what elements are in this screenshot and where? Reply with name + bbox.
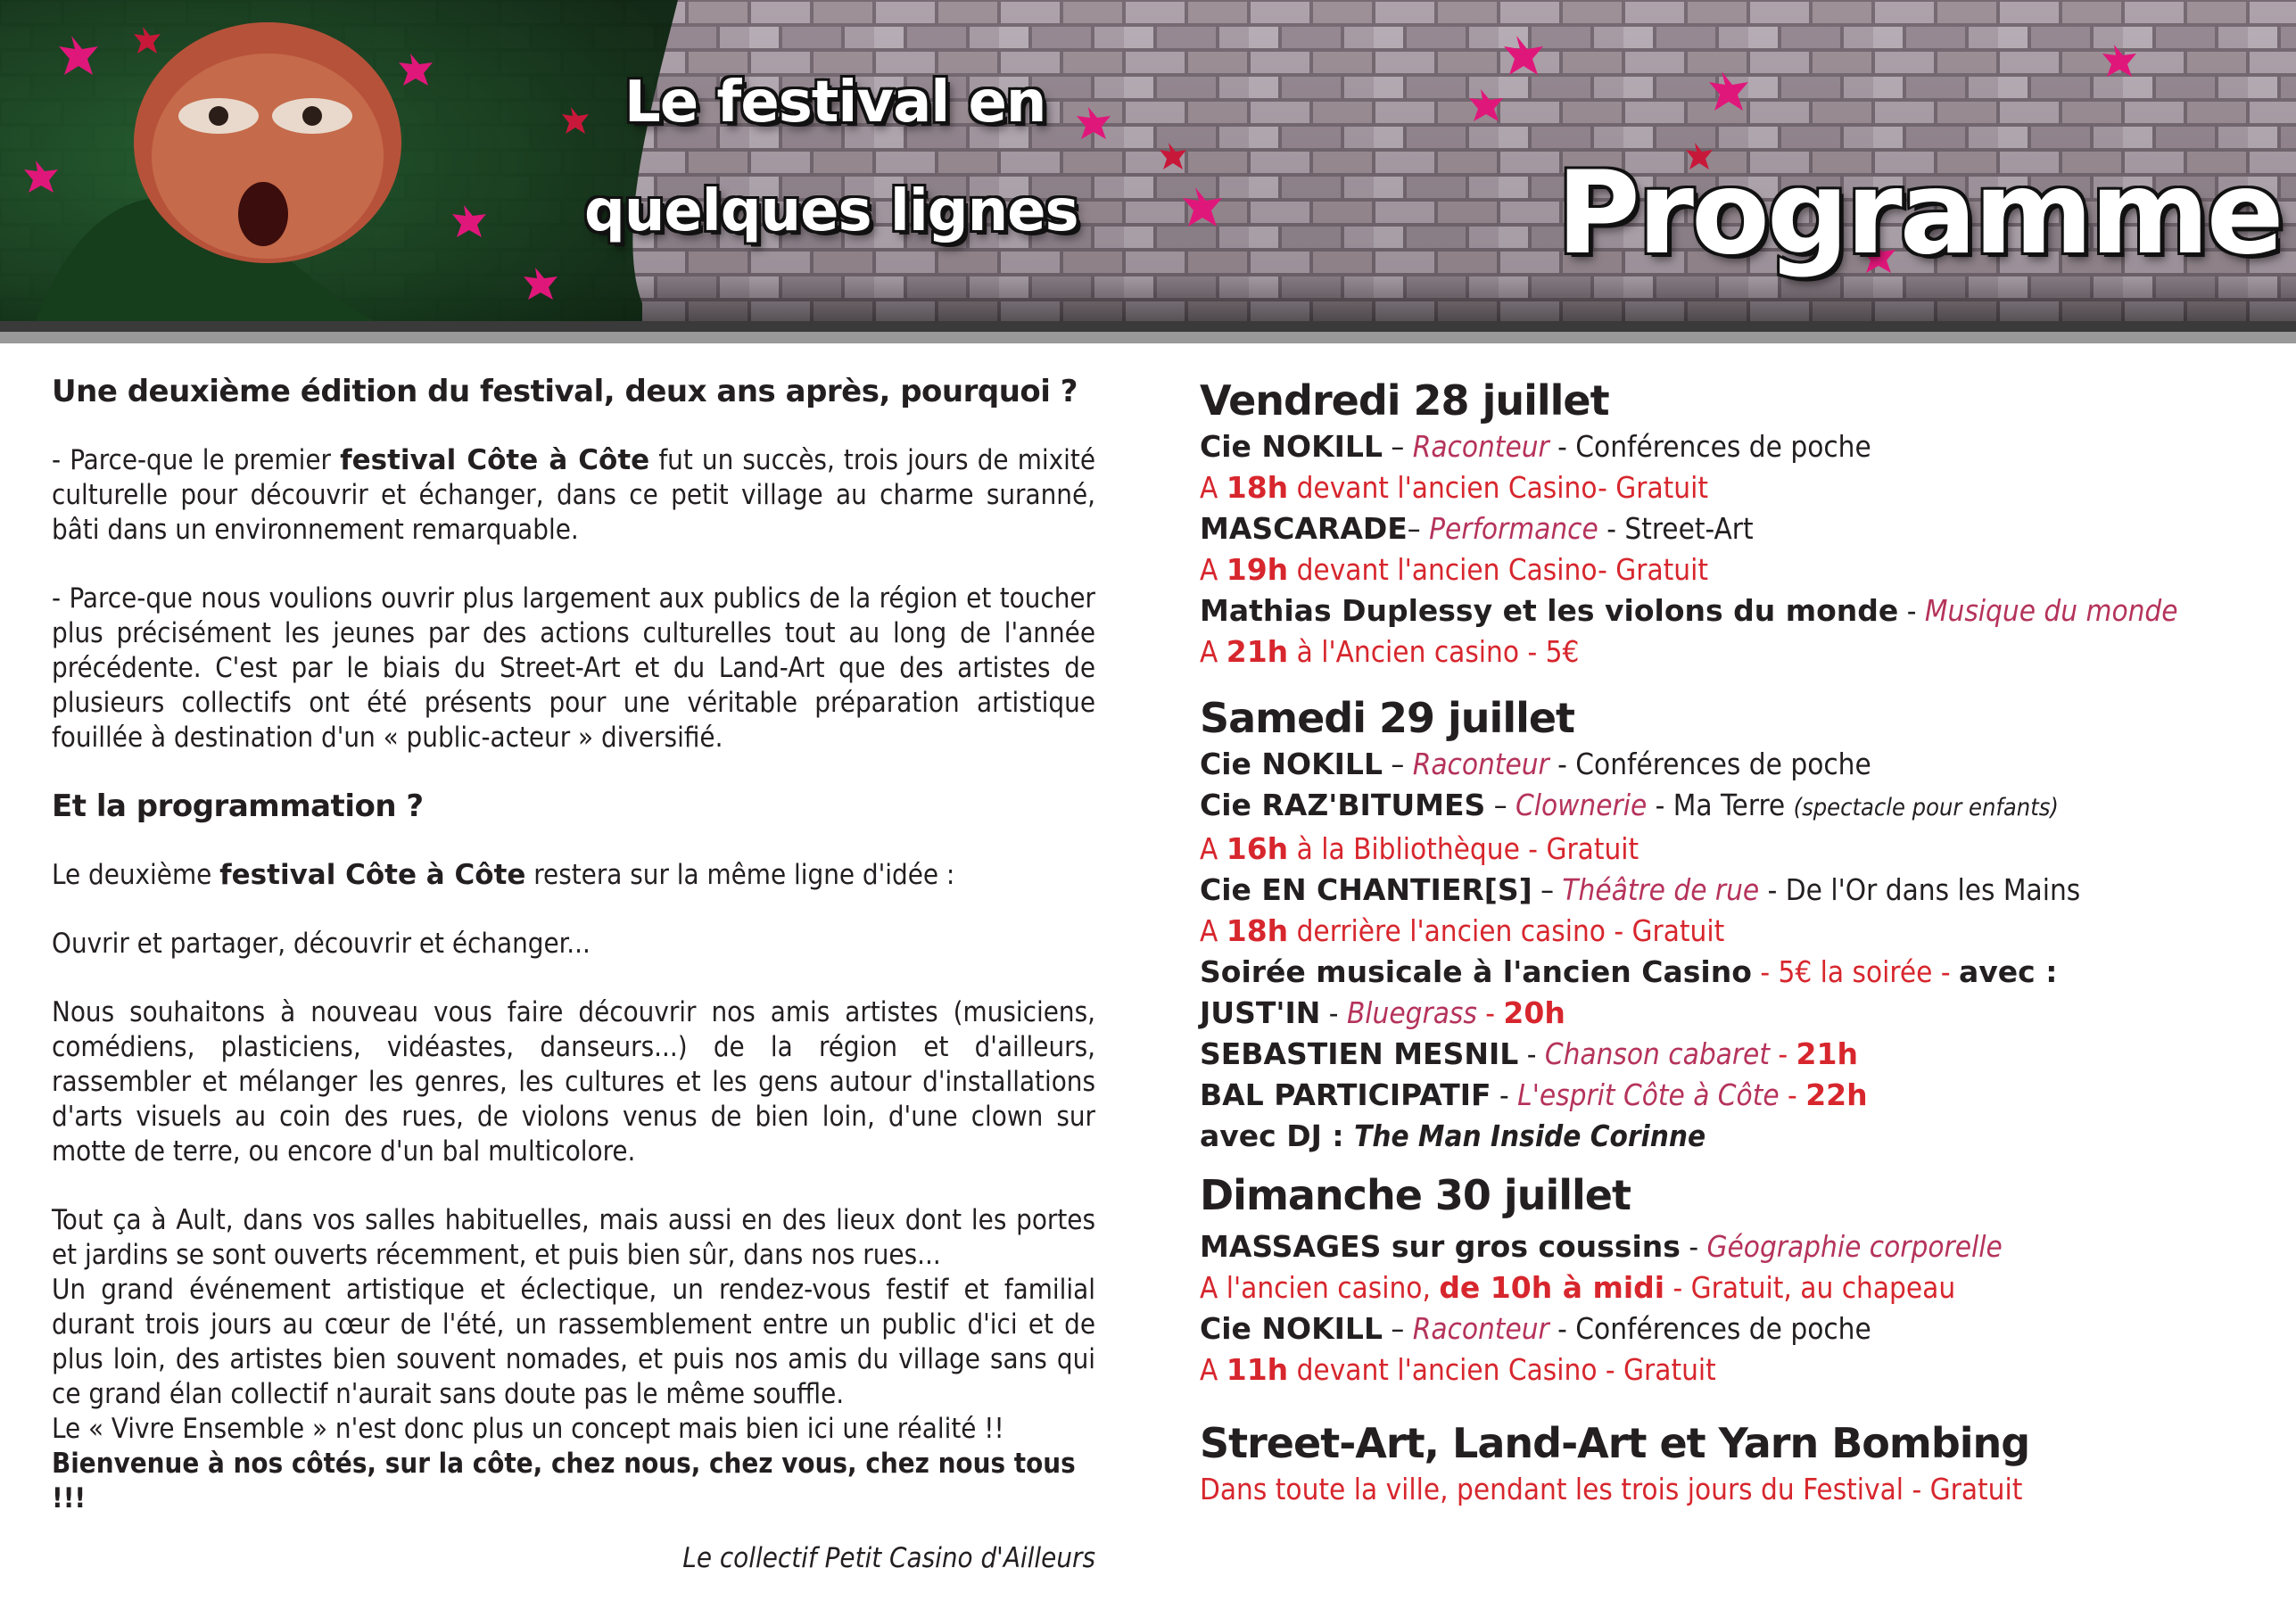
genre: Géographie corporelle xyxy=(1706,1229,2003,1264)
genre: Performance xyxy=(1429,511,1598,546)
separator: - xyxy=(1518,1036,1545,1071)
dj-name: The Man Inside Corinne xyxy=(1354,1118,1706,1153)
separator: – xyxy=(1407,511,1430,546)
time-prefix: A xyxy=(1200,634,1226,669)
artist-name: Mathias Duplessy et les violons du monde xyxy=(1200,593,1899,628)
event-place: à la Bibliothèque - Gratuit xyxy=(1288,831,1639,866)
p3-text-c: restera sur la même ligne d'idée : xyxy=(525,859,955,891)
intro-paragraph-2: - Parce-que nous voulions ouvrir plus largement aux publics de la région et toucher plus précisément les jeunes par des actions culturelles tout au long de l'année précédente. C'est par le biais du Street-Art et du Land-Art que des artistes de plusieurs collectifs ont été présents pour une véritable préparation artistique fouillée à destination d'un « public-acteur » diversifié. xyxy=(52,582,1095,754)
event-time: 16h xyxy=(1226,831,1289,866)
event-place: derrière l'ancien casino - Gratuit xyxy=(1288,913,1725,948)
event-time-line xyxy=(1200,1267,2270,1308)
event-line xyxy=(1200,785,2270,829)
intro-paragraph-6b: Un grand événement artistique et éclectique, un rendez-vous festif et familial durant trois jours au cœur de l'été, un rassemblement entre un public d'ici et de plus loin, des artistes bien souvent nomades, et puis nos amis du village sans qui ce grand élan collectif n'aurait sans doute pas le même souffle. xyxy=(52,1274,1095,1410)
event-place: à l'Ancien casino - 5€ xyxy=(1288,634,1580,669)
streetart-line: Dans toute la ville, pendant les trois jours du Festival - Gratuit xyxy=(1200,1472,2023,1506)
p1-text-c: fut un succès, trois jours de mixité culturelle pour découvrir et échanger, dans ce petit village au charme suranné, bâti dans un environnement remarquable. xyxy=(52,444,1095,546)
separator: - xyxy=(1491,1077,1518,1112)
event-detail: - Street-Art xyxy=(1598,511,1754,546)
event-place: devant l'ancien Casino- Gratuit xyxy=(1288,470,1708,505)
event-line xyxy=(1200,1308,2270,1349)
event-time: 21h xyxy=(1796,1036,1858,1071)
separator: - xyxy=(1769,1036,1796,1071)
event-line xyxy=(1200,993,2270,1034)
dj-prefix: avec DJ : xyxy=(1200,1118,1355,1153)
intro-paragraph-5: Nous souhaitons à nouveau vous faire découvrir nos amis artistes (musiciens, comédiens, plasticiens, vidéastes, danseurs...) de la région et d'ailleurs, rassembler et mélanger les genres, les cultures et les gens autour d'installations d'arts visuels au coin des rues, de violons venus de bien loin, d'une clown sur motte de terre, ou encore d'un bal multicolore. xyxy=(52,996,1095,1168)
banner-programme-title: Programme xyxy=(1557,147,2282,280)
separator: – xyxy=(1485,788,1516,822)
event-time: 22h xyxy=(1805,1077,1868,1112)
event-with: avec : xyxy=(1959,954,2058,989)
genre: Théâtre de rue xyxy=(1562,872,1760,907)
festival-name: festival Côte à Côte xyxy=(219,859,526,891)
event-time-line xyxy=(1200,829,2270,870)
genre: Raconteur xyxy=(1412,747,1549,781)
event-detail: - De l'Or dans les Mains xyxy=(1759,872,2081,907)
event-line xyxy=(1200,1075,2270,1116)
event-detail: - Ma Terre xyxy=(1647,788,1794,822)
event-time: 18h xyxy=(1226,470,1289,505)
intro-paragraph-6a: Tout ça à Ault, dans vos salles habituelles, mais aussi en des lieux dont les portes et jardins se sont ouverts récemment, et puis bien sûr, dans nos rues... xyxy=(52,1204,1095,1271)
separator: – xyxy=(1532,872,1563,907)
separator: – xyxy=(1382,747,1413,781)
intro-welcome: Bienvenue à nos côtés, sur la côte, chez nous, chez vous, chez nous tous !!! xyxy=(52,1448,1076,1514)
genre: Chanson cabaret xyxy=(1544,1036,1770,1071)
event-line xyxy=(1200,508,2270,549)
intro-paragraph-4: Ouvrir et partager, découvrir et échanger... xyxy=(52,928,591,960)
artist-name: BAL PARTICIPATIF xyxy=(1200,1077,1491,1112)
intro-paragraph-6c: Le « Vivre Ensemble » n'est donc plus un concept mais bien ici une réalité !! xyxy=(52,1413,1004,1445)
event-time: 11h xyxy=(1226,1352,1289,1387)
event-detail: - Conférences de poche xyxy=(1549,747,1871,781)
event-name: Soirée musicale à l'ancien Casino xyxy=(1200,954,1752,989)
event-place: devant l'ancien Casino- Gratuit xyxy=(1288,552,1708,587)
artist-name: Cie NOKILL xyxy=(1200,429,1383,464)
artist-name: Cie EN CHANTIER[S] xyxy=(1200,872,1532,907)
separator: - xyxy=(1320,995,1347,1030)
signature: Le collectif Petit Casino d'Ailleurs xyxy=(682,1542,1095,1574)
event-line xyxy=(1200,870,2270,911)
event-line xyxy=(1200,1034,2270,1075)
separator: – xyxy=(1382,1311,1413,1346)
genre: Raconteur xyxy=(1412,1311,1549,1346)
intro-paragraph-1 xyxy=(52,443,1095,548)
day-heading-saturday: Samedi 29 juillet xyxy=(1200,694,1575,742)
time-prefix: A xyxy=(1200,831,1226,866)
event-time-line xyxy=(1200,1349,2270,1391)
event-time: 20h xyxy=(1503,995,1565,1030)
p3-text-a: Le deuxième xyxy=(52,859,220,891)
festival-name: festival Côte à Côte xyxy=(340,444,650,476)
time-prefix: A xyxy=(1200,1352,1226,1387)
event-time: 21h xyxy=(1226,634,1289,669)
intro-column xyxy=(52,375,1095,1576)
artist-name: JUST'IN xyxy=(1200,995,1321,1030)
artist-name: MASCARADE xyxy=(1200,511,1408,546)
programme-column xyxy=(1200,375,2270,1510)
genre: Raconteur xyxy=(1412,429,1549,464)
event-time: 18h xyxy=(1226,913,1289,948)
time-prefix: A l'ancien casino, xyxy=(1200,1270,1440,1305)
genre: Clownerie xyxy=(1515,788,1648,822)
intro-heading-why: Une deuxième édition du festival, deux ans après, pourquoi ? xyxy=(52,374,1078,409)
intro-paragraph-3 xyxy=(52,858,1095,893)
header-banner xyxy=(0,0,2296,343)
event-time-line xyxy=(1200,549,2270,590)
separator: - xyxy=(1898,593,1925,628)
separator: – xyxy=(1382,429,1413,464)
genre: Bluegrass xyxy=(1346,995,1477,1030)
event-time-line xyxy=(1200,631,2270,673)
banner-title-line1: Le festival en xyxy=(624,70,1046,136)
time-prefix: A xyxy=(1200,552,1226,587)
day-heading-sunday: Dimanche 30 juillet xyxy=(1200,1171,1631,1219)
event-line xyxy=(1200,744,2270,785)
event-note: (spectacle pour enfants) xyxy=(1793,794,2059,821)
artist-name: Cie RAZ'BITUMES xyxy=(1200,788,1486,822)
event-line xyxy=(1200,590,2270,631)
separator: - xyxy=(1680,1229,1707,1264)
genre: L'esprit Côte à Côte xyxy=(1517,1077,1780,1112)
time-prefix: A xyxy=(1200,913,1226,948)
event-place: - Gratuit, au chapeau xyxy=(1664,1270,1956,1305)
event-price: - 5€ la soirée - xyxy=(1751,954,1960,989)
artist-name: Cie NOKILL xyxy=(1200,747,1383,781)
event-line xyxy=(1200,1116,2270,1157)
event-line xyxy=(1200,1226,2270,1267)
banner-title-line2: quelques lignes xyxy=(584,178,1078,244)
event-detail: - Conférences de poche xyxy=(1549,1311,1871,1346)
event-place: devant l'ancien Casino - Gratuit xyxy=(1288,1352,1716,1387)
event-time-line xyxy=(1200,467,2270,508)
event-time: de 10h à midi xyxy=(1439,1270,1665,1305)
event-name: MASSAGES sur gros coussins xyxy=(1200,1229,1681,1264)
intro-heading-programmation: Et la programmation ? xyxy=(52,788,424,824)
genre: Musique du monde xyxy=(1924,593,2178,628)
event-line xyxy=(1200,426,2270,467)
artist-name: SEBASTIEN MESNIL xyxy=(1200,1036,1519,1071)
p1-text-a: - Parce-que le premier xyxy=(52,444,341,476)
day-heading-friday: Vendredi 28 juillet xyxy=(1200,376,1609,425)
time-prefix: A xyxy=(1200,470,1226,505)
separator: - xyxy=(1779,1077,1806,1112)
event-time-line xyxy=(1200,911,2270,952)
separator: - xyxy=(1476,995,1504,1030)
event-line xyxy=(1200,952,2270,993)
artist-name: Cie NOKILL xyxy=(1200,1311,1383,1346)
event-detail: - Conférences de poche xyxy=(1549,429,1871,464)
event-time: 19h xyxy=(1226,552,1289,587)
streetart-heading: Street-Art, Land-Art et Yarn Bombing xyxy=(1200,1419,2030,1467)
